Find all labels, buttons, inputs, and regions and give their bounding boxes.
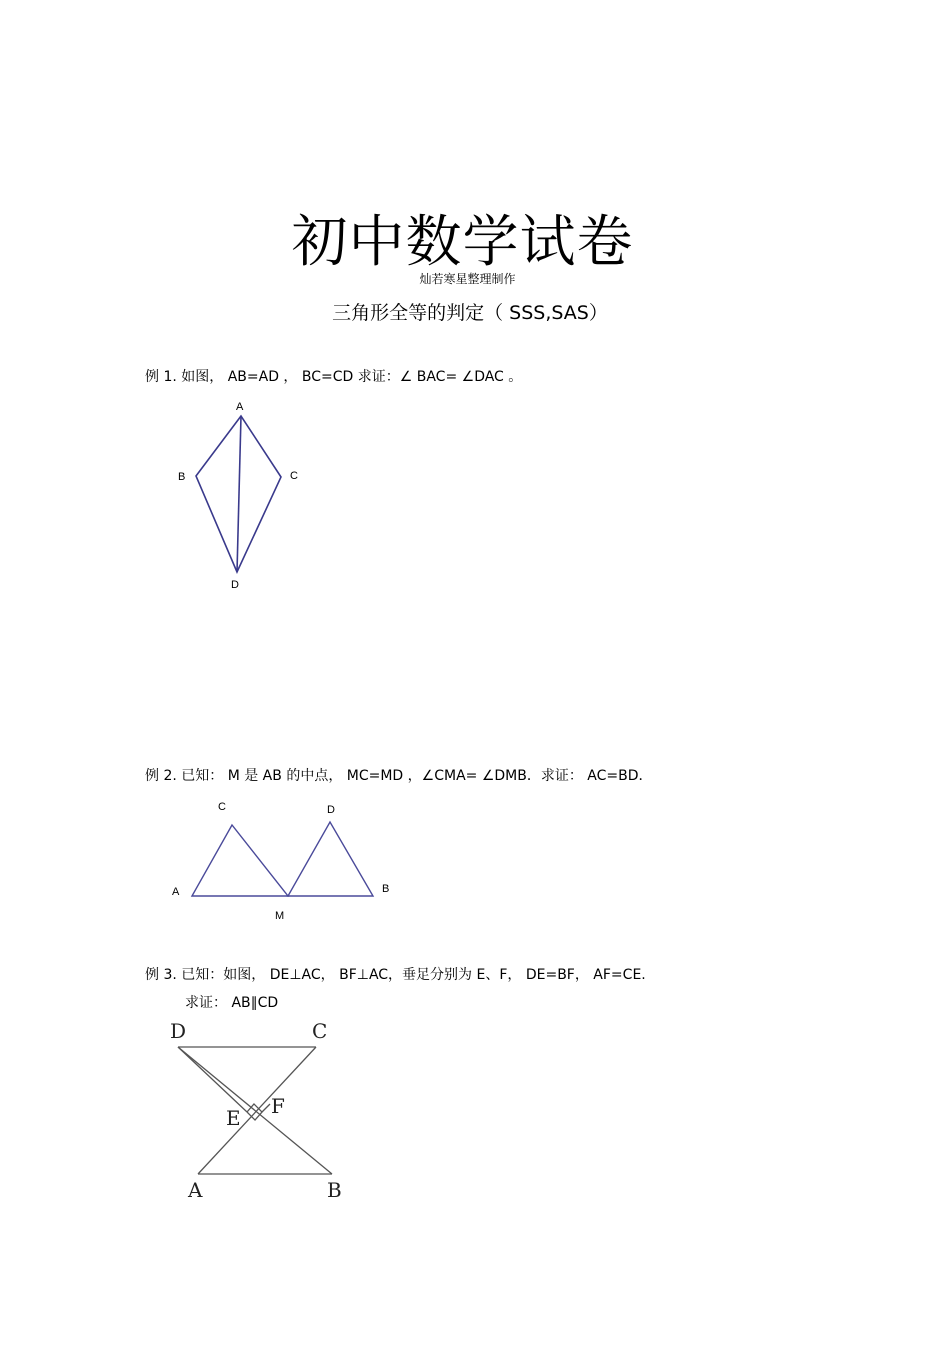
figure-3-hourglass — [178, 1047, 332, 1174]
fig3-label-c: C — [312, 1019, 328, 1043]
page-title: 初中数学试卷 — [291, 210, 634, 275]
fig1-label-a: A — [236, 401, 244, 413]
example-2-text: 例 2. 已知： M 是 AB 的中点， MC=MD ，∠CMA= ∠DMB．求证： AC=BD． — [145, 768, 653, 784]
fig1-label-d: D — [231, 579, 239, 591]
fig3-label-d: D — [170, 1019, 187, 1043]
topic-heading: 三角形全等的判定（ SSS,SAS） — [332, 302, 608, 324]
fig2-label-a: A — [172, 886, 180, 898]
fig3-label-f: F — [271, 1094, 285, 1118]
fig3-label-e: E — [226, 1106, 241, 1130]
example-1-text: 例 1. 如图， AB=AD ， BC=CD 求证：∠ BAC= ∠DAC 。 — [145, 369, 523, 385]
segment-da — [178, 1047, 332, 1174]
fig2-label-m: M — [275, 910, 285, 922]
right-angle-mark-f — [262, 1104, 270, 1112]
fig2-label-d: D — [327, 804, 335, 816]
triangle-acm — [192, 825, 288, 896]
page-subtitle: 灿若寒星整理制作 — [419, 272, 516, 286]
segment-de — [178, 1047, 247, 1112]
fig3-label-b: B — [327, 1178, 342, 1202]
example-3-text: 例 3. 已知：如图， DE⊥AC， BF⊥AC，垂足分别为 E、F， DE=BF， AF=CE. — [145, 967, 646, 983]
segment-cb — [198, 1047, 316, 1174]
fig1-label-b: B — [178, 471, 186, 483]
triangle-mdb — [288, 822, 373, 896]
fig1-label-c: C — [290, 470, 298, 482]
fig3-label-a: A — [188, 1178, 203, 1202]
example-3-prove-text: 求证： AB∥CD — [185, 995, 279, 1011]
figure-1-kite — [196, 416, 281, 572]
figure-2-triangles — [192, 822, 373, 896]
diagonal-ad — [237, 416, 241, 572]
fig2-label-c: C — [218, 801, 226, 813]
fig2-label-b: B — [382, 883, 390, 895]
